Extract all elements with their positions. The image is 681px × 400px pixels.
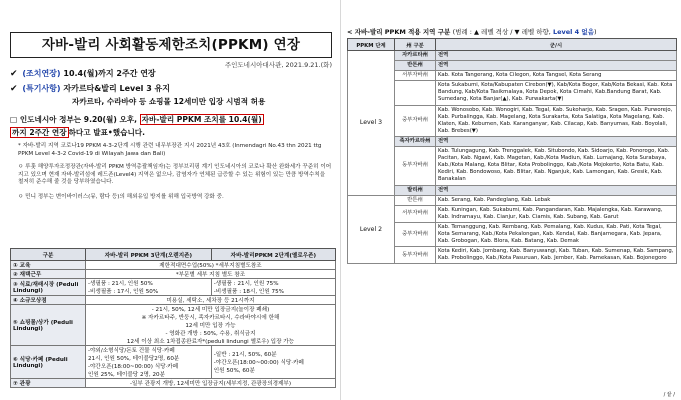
region-districts: Kab. Kuningan, Kab. Sukabumi, Kab. Pangandaran, Kab. Majalengka, Kab. Karawang, Kab. Indramayu, Kab. Cianjur, Kab. Ciamis, Kab. Subang, Kab. Garut bbox=[436, 205, 677, 222]
region-row bbox=[348, 51, 677, 61]
region-province: 동부자바州 bbox=[395, 147, 436, 185]
check-icon: ✔ bbox=[10, 84, 18, 94]
region-province: 자카르타州 bbox=[395, 51, 436, 61]
measures-category: ⑦ 관광 bbox=[11, 379, 86, 388]
org-date: 주인도네시아대사관, 2021.9.21.(화) bbox=[224, 61, 332, 69]
region-province: 서부자바州 bbox=[395, 205, 436, 222]
measures-table bbox=[10, 248, 336, 388]
region-province: 중부자바州 bbox=[395, 105, 436, 136]
region-province: 중부자바州 bbox=[395, 222, 436, 246]
region-districts: 전역 bbox=[436, 51, 677, 61]
right-page bbox=[341, 0, 681, 400]
announcement-pre: □ 인도네시아 정부는 9.20(월) 오후, bbox=[10, 115, 138, 124]
announcement-highlight: 자바-발리 PPKM 조치를 10.4(월) bbox=[141, 115, 262, 124]
measures-level3-cell: *부문별 세부 지침 별도 참조 bbox=[86, 270, 336, 279]
measures-row bbox=[11, 279, 336, 296]
region-level: Level 2 bbox=[348, 195, 395, 264]
measures-level3-cell: 미용실, 세탁소, 세차장 등 21시까지 bbox=[86, 296, 336, 305]
measures-header-level2: 자바-발리PPKM 2단계(옐로우존) bbox=[211, 249, 335, 261]
region-legend-end: ) bbox=[593, 28, 597, 36]
region-districts: Kab. Serang, Kab. Pandeglang, Kab. Lebak bbox=[436, 195, 677, 205]
region-header-province: 州 구분 bbox=[395, 39, 436, 51]
region-header-districts: 군/시 bbox=[436, 39, 677, 51]
region-districts: Kab. Tulungagung, Kab. Trenggalek, Kab. Situbondo, Kab. Sidoarjo, Kab. Ponorogo, Kab. Pacitan, Kab. Ngawi, Kab. Magetan, Kab./Kota Madiun, Kab. Lumajang, Kota Surabaya, Kab./Kota Malang, Kota Blitar, Kota Probolinggo, Kab./Kota Mojokerto, Kota Batu, Kab. Kediri, Kab. Bondowoso, Kab. Blitar, Kab. Nganjuk, Kab. Lamongan, Kab. Gresik, Kab. Banakalan bbox=[436, 147, 677, 185]
measures-level2-cell: -일반 : 21시, 50%, 60분 -야간오픈(18:00~00:00) 식당·카페 인원 50%, 60분 bbox=[211, 346, 335, 379]
region-title-text: < 자바-발리 PPKM 적용 지역 구분 bbox=[347, 28, 451, 36]
region-row bbox=[348, 147, 677, 185]
region-row bbox=[348, 61, 677, 71]
measures-level3-cell: - 21시, 50%, 12세 미만 입장금지(놀이장 폐쇄) ※ 자카르타주, 반둥시, 족자카르타시, 수라바야시에 한해 12세 미만 입장 가능 - 영화관 개방 : 50%, 수용, 취식금지 12세 이상 최소 1차접종완료자*(peduli lindungi 옐로우) 입장 가능 bbox=[86, 305, 336, 346]
announcement-post: 하다고 발표•했습니다. bbox=[68, 128, 145, 137]
region-row bbox=[348, 71, 677, 81]
region-table bbox=[347, 38, 677, 264]
region-row bbox=[348, 222, 677, 246]
region-province: 족자카르타州 bbox=[395, 136, 436, 146]
region-row bbox=[348, 105, 677, 136]
region-province: 발리州 bbox=[395, 185, 436, 195]
region-row bbox=[348, 136, 677, 146]
check-icon: ✔ bbox=[10, 69, 18, 79]
measures-level2-cell: -생필품 : 21시, 인원 75% -비생필품 : 18시, 인원 75% bbox=[211, 279, 335, 296]
decree-note: * 자바-발리 지역 코로나19 PPKM 4-3-2단계 시행 관련 내무부장관 지시 2021년 43호 (Inmendagri No.43 thn 2021 ttg PPKM Level 4-3-2 Covid-19 di Wilayah Jawa dan Bali) bbox=[18, 143, 322, 157]
point-extension bbox=[10, 68, 156, 79]
measures-row bbox=[11, 305, 336, 346]
point-extension-text: 10.4(월)까지 2주간 연장 bbox=[63, 69, 156, 78]
measures-category: ④ 소규모상점 bbox=[11, 296, 86, 305]
region-province: 반튼州 bbox=[395, 61, 436, 71]
measures-row bbox=[11, 270, 336, 279]
measures-level3-cell: -야외/소형식당/돈토 건물 식당·카페 21시, 인원 50%, 테이블당2명, 60분 -야간오픈(18:00~00:00) 식당·카페 인원 25%, 테이블당 2명, 20분 bbox=[86, 346, 212, 379]
measures-category: ② 재택근무 bbox=[11, 270, 86, 279]
announcement-highlight-2: 까지 2주간 연장 bbox=[12, 128, 67, 137]
region-level: Level 3 bbox=[348, 51, 395, 196]
point-special-text: 자카르타&발리 Level 3 유지 bbox=[63, 84, 171, 93]
region-districts: Kab. Kota Tangerang, Kota Cilegon, Kota Tangsel, Kota Serang bbox=[436, 71, 677, 81]
measures-row bbox=[11, 261, 336, 270]
region-header-level: PPKM 단계 bbox=[348, 39, 395, 51]
point-mall-note: 자카르타, 수라바야 등 쇼핑몰 12세미만 입장 시범적 허용 bbox=[72, 97, 266, 106]
point-special-tag: (특기사항) bbox=[22, 84, 61, 93]
region-districts: Kota Sukabumi, Kota/Kabupaten Cirebon(▼), Kab/Kota Bogor, Kab/Kota Bekasi, Kab. Kota Bandung, Kab/Kota Tasikmalaya, Kota Depok, Kota Cimahi, Kab.Bandung Barat, Kab. Sumedang, Kota Banjar(▲), Kab. Purwakarta(▼) bbox=[436, 81, 677, 105]
measures-category: ③ 식료/재래시장 (Peduli Lindungi) bbox=[11, 279, 86, 296]
end-mark: / 끝 / bbox=[663, 392, 675, 398]
variant-paragraph: ㅇ 민니 정부는 변이바이러스(뮤, 람다 등)의 해외유입 방지를 위해 입국방역 강화 중. bbox=[18, 194, 224, 200]
measures-category: ① 교육 bbox=[11, 261, 86, 270]
region-province bbox=[395, 81, 436, 105]
briefing-paragraph: ㅇ 루훗 해양투자조정장관(자바-발리 PPKM 방역총괄책임자)는 정부브리핑 계기 인도네시아의 코로나 확산 완화세가 꾸준히 이어지고 있으며 현재 자바-발리섬에 레드존(Level4) 지역은 없으나, 감염자가 연체된 급증할 수 있는 위험이 있는 만큼 방역수칙을 철저히 준수해 줄 것을 당부하였습니다. bbox=[18, 164, 332, 186]
left-page bbox=[0, 0, 340, 400]
region-province: 동부자바州 bbox=[395, 247, 436, 264]
point-special bbox=[10, 83, 170, 94]
measures-header-level3: 자바-발리 PPKM 3단계(오렌지존) bbox=[86, 249, 212, 261]
measures-row bbox=[11, 346, 336, 379]
region-row bbox=[348, 185, 677, 195]
region-province: 서부자바州 bbox=[395, 71, 436, 81]
measures-category: ⑥ 식당·카페 (Peduli Lindungi) bbox=[11, 346, 86, 379]
measures-level3-cell: 제한적대면수업(50%) *세부지침별도참조 bbox=[86, 261, 336, 270]
region-row bbox=[348, 81, 677, 105]
region-row bbox=[348, 247, 677, 264]
measures-level3-cell: -일부 관광지 개방, 12세미만 입장금지(세부지정, 관광장의경제부) bbox=[86, 379, 336, 388]
point-extension-tag: (조치연장) bbox=[22, 69, 61, 78]
region-table-title bbox=[347, 27, 597, 36]
measures-level3-cell: -생필품 : 21시, 인원 50% -비생필품 : 17시, 인원 50% bbox=[86, 279, 212, 296]
region-districts: Kab. Wonosobo, Kab. Wonogiri, Kab. Tegal, Kab. Sukoharjo, Kab. Sragen, Kab. Purworejo, Kab. Purbalingga, Kab. Magelang, Kota Surakarta, Kota Salatiga, Kota Magelang, Kab. Klaten, Kab. Kebumen, Kab. Karanganyar, Kab. Cilacap, Kab. Banyumas, Kab. Boyolali, Kab. Brebes(▼) bbox=[436, 105, 677, 136]
region-districts: 전역 bbox=[436, 185, 677, 195]
region-districts: 전역 bbox=[436, 136, 677, 146]
announcement-line-1 bbox=[10, 113, 264, 126]
region-row bbox=[348, 195, 677, 205]
measures-row bbox=[11, 296, 336, 305]
announcement-line-2 bbox=[10, 126, 145, 139]
measures-header-category: 구분 bbox=[11, 249, 86, 261]
measures-row bbox=[11, 379, 336, 388]
document-title: 자바-발리 사회활동제한조치(PPKM) 연장 bbox=[10, 32, 332, 58]
region-row bbox=[348, 205, 677, 222]
region-districts: 전역 bbox=[436, 61, 677, 71]
region-districts: Kota Kediri, Kab. Jombang, Kab. Banyuwangi, Kab. Tuban, Kab. Sumenap, Kab. Sampang, Kab. Probolinggo, Kab./Kota Pasuruan, Kab. Jember, Kab. Pamekasan, Kab. Bojonegoro bbox=[436, 247, 677, 264]
region-province: 반튼州 bbox=[395, 195, 436, 205]
measures-category: ⑤ 쇼핑몰/상가 (Peduli Lindungi) bbox=[11, 305, 86, 346]
region-legend: (범례 : ▲ 레벨 격상 / ▼ 레벨 하향, bbox=[452, 28, 553, 36]
region-legend-level4: Level 4 없음 bbox=[552, 28, 594, 36]
region-districts: Kab. Temanggung, Kab. Rembang, Kab. Pemalang, Kab. Kudus, Kab. Pati, Kota Tegal, Kota Semarang, Kab./Kota Pekalongan, Kab. Kendal, Kab. Banjarnegara, Kab. Jepara, Kab. Grobogan, Kab. Blora, Kab. Batang, Kab. Demak bbox=[436, 222, 677, 246]
